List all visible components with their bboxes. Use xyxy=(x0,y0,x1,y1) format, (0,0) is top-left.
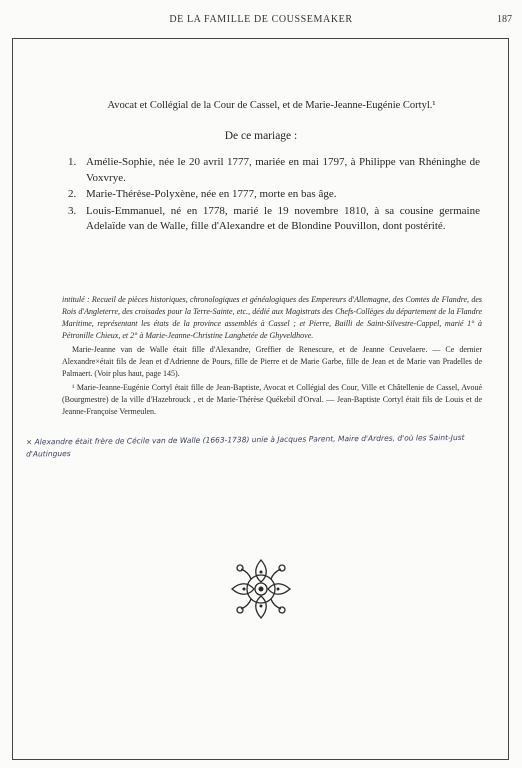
running-title: DE LA FAMILLE DE COUSSEMAKER xyxy=(169,14,353,25)
child-text: Amélie-Sophie, née le 20 avril 1777, mariée en mai 1797, à Philippe van Rhéninghe de Voxvrye. xyxy=(86,156,480,184)
floral-fleuron-icon xyxy=(228,556,294,622)
footnote-paragraph: Marie-Jeanne van de Walle était fille d'Alexandre, Greffier de Renescure, et de Jeanne Ceuvelaere. — Ce dernier Alexandre×était fils de Jean et d'Adrienne de Pours, fille de Pierre et de Marie Garbe, fille de Jean et de Marie van Pradelles de Palmaert. (Voir plus haut, page 145). xyxy=(62,345,482,378)
section-heading: De ce mariage : xyxy=(224,130,298,142)
child-text: Marie-Thérèse-Polyxène, née en 1777, morte en bas âge. xyxy=(86,188,337,200)
running-head xyxy=(0,14,522,25)
child-number: 2. xyxy=(68,188,77,200)
handwritten-annotation: × Alexandre était frère de Cécile van de Walle (1663-1738) unie à Jacques Parent, Maire d'Ardres, d'où les Saint-Just d'Autingues xyxy=(25,432,465,459)
footnote-paragraph: ¹ Marie-Jeanne-Eugénie Cortyl était fille de Jean-Baptiste, Avocat et Collégial des Cour, Ville et Châtellenie de Cassel, Avoué (Bourgmestre) de la ville d'Hazebrouck , et de Marie-Thérèse Quékebil d'Orval. — Jean-Baptiste Cortyl était fils de Louis et de Jeanne-Françoise Vermeulen. xyxy=(62,383,482,416)
child-text: Louis-Emmanuel, né en 1778, marié le 19 novembre 1810, à sa cousine germaine Adelaïde van de Walle, fille d'Alexandre et de Blondine Pouvillon, dont postérité. xyxy=(86,204,480,232)
footnotes xyxy=(62,294,482,420)
page-number: 187 xyxy=(497,14,512,25)
child-entry xyxy=(68,187,480,203)
child-entry xyxy=(68,204,480,235)
children-list xyxy=(68,155,480,236)
continuation-line: Avocat et Collégial de la Cour de Cassel, et de Marie-Jeanne-Eugénie Cortyl.¹ xyxy=(107,100,436,111)
child-number: 3. xyxy=(68,204,77,217)
child-entry xyxy=(68,155,480,186)
child-number: 1. xyxy=(68,156,77,168)
footnote-paragraph: intitulé : Recueil de pièces historiques, chronologiques et généalogiques des Empereurs d'Allemagne, des Comtes de Flandre, des Rois d'Angleterre, des croisades pour la Terre-Sainte, etc., dédié aux Magistrats des Chefs-Collèges du département de la Flandre Maritime, représentant les états de la province assemblés à Cassel ; et Pierre, Bailli de Saint-Silvestre-Cappel, marié 1° à Pétronille Chieux, et 2° à Marie-Jeanne-Christine Langhetée de Ghyveldhove. xyxy=(62,295,482,340)
